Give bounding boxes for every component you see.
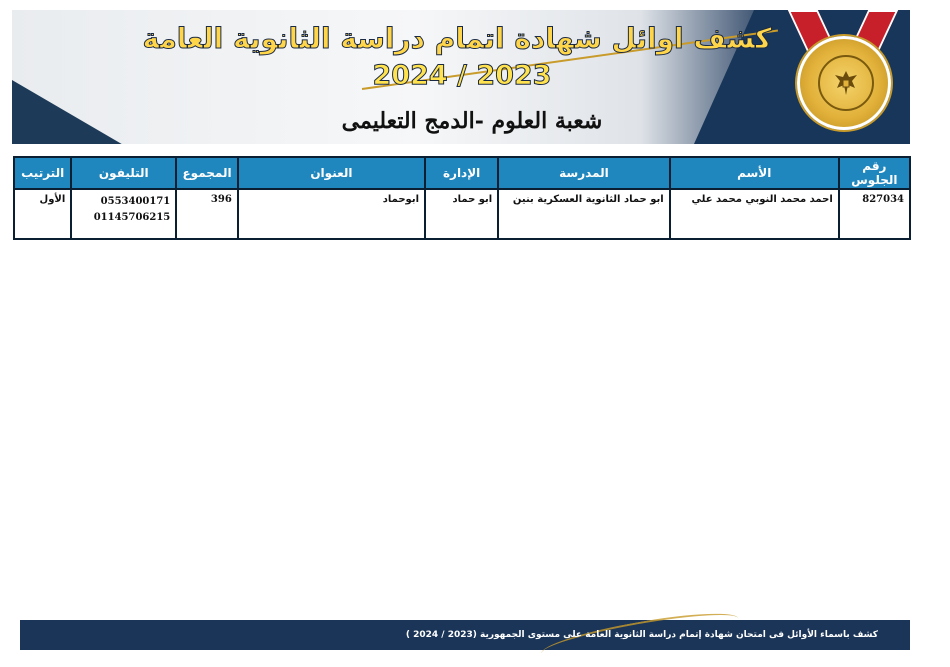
- column-header-phone: التليفون: [71, 157, 176, 189]
- results-table: [13, 156, 911, 240]
- column-header-rank: الترتيب: [14, 157, 71, 189]
- ministry-medal-icon: [793, 10, 893, 144]
- page-title: كشف اوائل شهادة اتمام دراسة الثانوية العامة: [142, 22, 772, 55]
- column-header-seat: رقم الجلوس: [839, 157, 910, 189]
- banner-decoration-left: [12, 50, 132, 144]
- cell-seat-number: 827034: [839, 189, 910, 239]
- table-header-row: [14, 157, 910, 189]
- cell-rank: الأول: [14, 189, 71, 239]
- column-header-address: العنوان: [238, 157, 425, 189]
- column-header-total: المجموع: [176, 157, 238, 189]
- page-subtitle: شعبة العلوم -الدمج التعليمى: [341, 108, 603, 134]
- cell-phone: [71, 189, 176, 239]
- cell-school: ابو حماد الثانوية العسكرية بنين: [498, 189, 669, 239]
- cell-student-name: احمد محمد النوبي محمد علي: [670, 189, 839, 239]
- phone-number-2: 01145706215: [93, 212, 171, 223]
- cell-administration: ابو حماد: [425, 189, 498, 239]
- table-row: [14, 189, 910, 239]
- academic-year: 2024 / 2023: [372, 60, 552, 91]
- column-header-name: الأسم: [670, 157, 839, 189]
- cell-address: ابوحماد: [238, 189, 425, 239]
- medal-disc: [797, 36, 891, 130]
- footer-text: كشف باسماء الأوائل فى امتحان شهادة إتمام دراسة الثانوية العامة على مستوى الجمهورية (2023 / 2024 ): [405, 630, 878, 640]
- column-header-school: المدرسة: [498, 157, 669, 189]
- medal-inner-ring: [818, 55, 874, 111]
- phone-number-1: 0553400171: [100, 196, 171, 207]
- eagle-icon: [831, 68, 861, 98]
- footer-bar: [20, 620, 910, 650]
- column-header-administration: الإدارة: [425, 157, 498, 189]
- header-banner: [12, 10, 910, 144]
- cell-total: 396: [176, 189, 238, 239]
